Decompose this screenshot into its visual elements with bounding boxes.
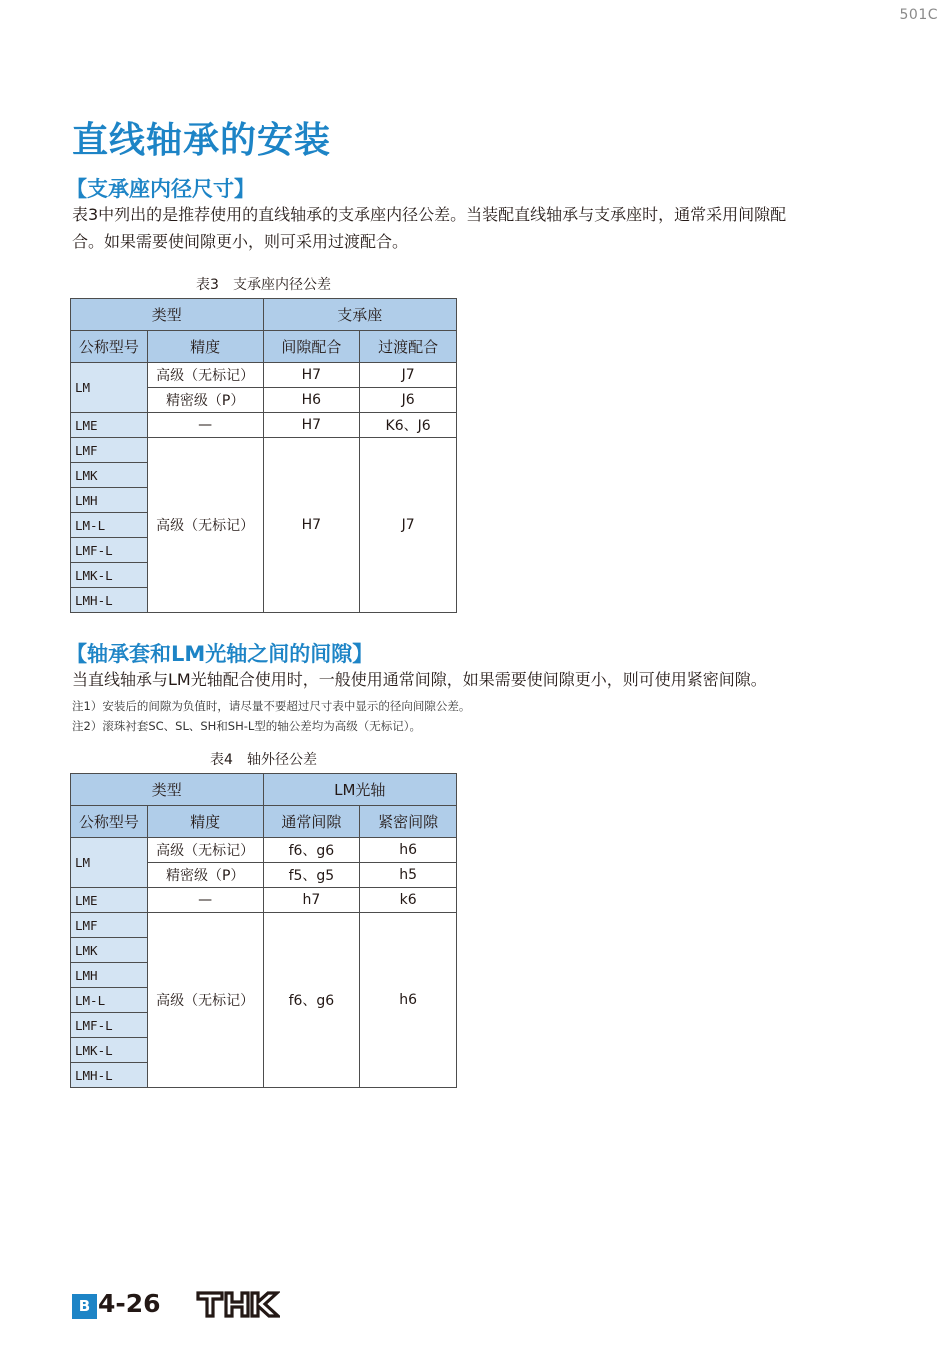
housing-paragraph-line2: 合。如果需要使间隙更小，则可采用过渡配合。 bbox=[72, 232, 409, 251]
table3-model: LMK-L bbox=[71, 563, 148, 588]
table4-model: LMF bbox=[71, 913, 148, 938]
table4-model: LMK-L bbox=[71, 1038, 148, 1063]
table4-lm-prec-tight: h5 bbox=[360, 863, 457, 888]
table3 bbox=[70, 298, 457, 613]
table4 bbox=[70, 773, 457, 1088]
table4-col-normal: 通常间隙 bbox=[263, 806, 360, 838]
table4-model: LMK bbox=[71, 938, 148, 963]
table3-model: LMH bbox=[71, 488, 148, 513]
table3-lme-transition: K6、J6 bbox=[360, 413, 457, 438]
table4-caption: 表4 轴外径公差 bbox=[210, 752, 317, 768]
page-title: 直线轴承的安装 bbox=[72, 120, 332, 161]
table3-lme-clearance: H7 bbox=[263, 413, 360, 438]
table4-lm-grade-high: 高级（无标记） bbox=[147, 838, 263, 863]
table3-lm-high-transition: J7 bbox=[360, 363, 457, 388]
table4-lm-high-tight: h6 bbox=[360, 838, 457, 863]
table3-model-lm: LM bbox=[71, 363, 148, 413]
note-1: 注1）安装后的间隙为负值时，请尽量不要超过尺寸表中显示的径向间隙公差。 bbox=[72, 699, 471, 713]
table4-header-group: LM光轴 bbox=[263, 774, 456, 806]
page-code: 501C bbox=[899, 7, 938, 23]
table4-lme-normal: h7 bbox=[263, 888, 360, 913]
table4-lm-grade-precision: 精密级（P） bbox=[147, 863, 263, 888]
table3-col-transition: 过渡配合 bbox=[360, 331, 457, 363]
table4-col-grade: 精度 bbox=[147, 806, 263, 838]
table4-lm-high-normal: f6、g6 bbox=[263, 838, 360, 863]
table4-rest-grade: 高级（无标记） bbox=[147, 913, 263, 1088]
table3-model: LMF bbox=[71, 438, 148, 463]
table4-lme-tight: k6 bbox=[360, 888, 457, 913]
table4-model: LMF-L bbox=[71, 1013, 148, 1038]
table4-lme-grade: — bbox=[147, 888, 263, 913]
table4-rest-normal: f6、g6 bbox=[263, 913, 360, 1088]
table4-lm-prec-normal: f5、g5 bbox=[263, 863, 360, 888]
table3-lm-grade-precision: 精密级（P） bbox=[147, 388, 263, 413]
table3-header-type: 类型 bbox=[71, 299, 264, 331]
table3-lm-high-clearance: H7 bbox=[263, 363, 360, 388]
table4-model-lm: LM bbox=[71, 838, 148, 888]
table4-col-model: 公称型号 bbox=[71, 806, 148, 838]
table4-col-tight: 紧密间隙 bbox=[360, 806, 457, 838]
section-badge: B bbox=[72, 1294, 97, 1319]
table3-lm-prec-clearance: H6 bbox=[263, 388, 360, 413]
table3-lm-prec-transition: J6 bbox=[360, 388, 457, 413]
table3-model: LMH-L bbox=[71, 588, 148, 613]
table4-header-type: 类型 bbox=[71, 774, 264, 806]
table3-header-group: 支承座 bbox=[263, 299, 456, 331]
section-heading-housing-bore: 【支承座内径尺寸】 bbox=[66, 177, 255, 201]
table3-col-grade: 精度 bbox=[147, 331, 263, 363]
table3-lm-grade-high: 高级（无标记） bbox=[147, 363, 263, 388]
table3-model-lme: LME bbox=[71, 413, 148, 438]
table3-rest-transition: J7 bbox=[360, 438, 457, 613]
table3-model: LMK bbox=[71, 463, 148, 488]
table3-col-clearance: 间隙配合 bbox=[263, 331, 360, 363]
section-heading-shaft-clearance: 【轴承套和LM光轴之间的间隙】 bbox=[66, 642, 374, 666]
table4-rest-tight: h6 bbox=[360, 913, 457, 1088]
table3-model: LM-L bbox=[71, 513, 148, 538]
table4-model: LMH bbox=[71, 963, 148, 988]
page-number: 4-26 bbox=[98, 1289, 161, 1318]
table3-lme-grade: — bbox=[147, 413, 263, 438]
housing-paragraph-line1: 表3中列出的是推荐使用的直线轴承的支承座内径公差。当装配直线轴承与支承座时，通常采用间隙配 bbox=[72, 205, 787, 224]
table3-col-model: 公称型号 bbox=[71, 331, 148, 363]
table4-model-lme: LME bbox=[71, 888, 148, 913]
table4-model: LM-L bbox=[71, 988, 148, 1013]
housing-paragraph bbox=[72, 201, 892, 255]
thk-logo-icon bbox=[196, 1289, 280, 1319]
table3-model: LMF-L bbox=[71, 538, 148, 563]
note-2: 注2）滚珠衬套SC、SL、SH和SH-L型的轴公差均为高级（无标记）。 bbox=[72, 719, 422, 733]
table3-rest-grade: 高级（无标记） bbox=[147, 438, 263, 613]
table3-rest-clearance: H7 bbox=[263, 438, 360, 613]
table3-caption: 表3 支承座内径公差 bbox=[196, 277, 331, 293]
table4-model: LMH-L bbox=[71, 1063, 148, 1088]
shaft-paragraph: 当直线轴承与LM光轴配合使用时，一般使用通常间隙，如果需要使间隙更小，则可使用紧密间隙。 bbox=[72, 670, 767, 689]
